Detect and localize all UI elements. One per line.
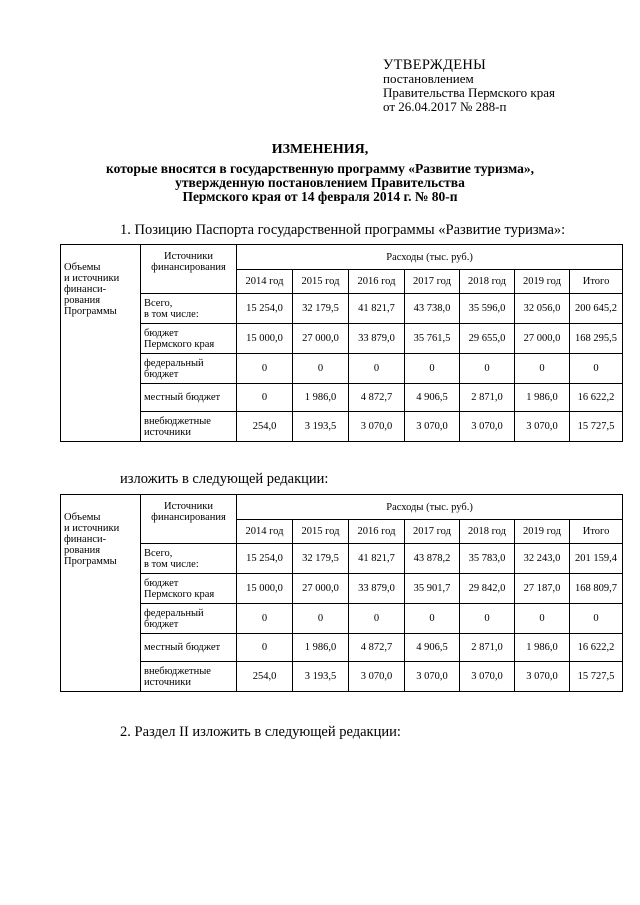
total-header: Итого [570,520,623,544]
approval-stamp [383,58,555,114]
expenses-header: Расходы (тыс. руб.) [237,495,623,520]
value-cell: 0 [405,604,460,634]
year-header: 2017 год [405,270,460,294]
table-row [61,634,623,662]
sources-header [141,245,237,294]
value-cell: 3 193,5 [293,662,349,692]
value-cell: 15 254,0 [237,544,293,574]
subtitle-line: которые вносятся в государственную программу «Развитие туризма», [106,161,534,176]
value-cell: 0 [237,634,293,662]
table-row [61,384,623,412]
value-cell: 15 000,0 [237,574,293,604]
row-label-line: федеральный [144,607,204,619]
value-cell: 0 [237,604,293,634]
subtitle-line: Пермского края от 14 февраля 2014 г. № 80-п [182,189,458,204]
table-row [61,544,623,574]
value-cell: 0 [293,354,349,384]
value-cell: 32 179,5 [293,544,349,574]
header-line: финансирования [151,262,226,273]
value-cell: 1 986,0 [515,634,570,662]
label-line: Программы [64,306,117,317]
paragraph-replace: изложить в следующей редакции: [120,471,329,487]
row-label-line: в том числе: [144,308,199,320]
value-cell: 0 [293,604,349,634]
value-cell: 35 901,7 [405,574,460,604]
value-cell: 41 821,7 [349,544,405,574]
total-cell: 16 622,2 [570,634,623,662]
value-cell: 3 070,0 [460,412,515,442]
sources-header [141,495,237,544]
row-label-line: в том числе: [144,558,199,570]
value-cell: 3 070,0 [405,412,460,442]
table-row [61,354,623,384]
total-cell: 168 809,7 [570,574,623,604]
value-cell: 33 879,0 [349,324,405,354]
year-header: 2014 год [237,520,293,544]
approval-line: Правительства Пермского края [383,85,555,100]
value-cell: 4 906,5 [405,384,460,412]
value-cell: 32 243,0 [515,544,570,574]
value-cell: 3 070,0 [349,412,405,442]
approval-line: постановлением [383,71,474,86]
value-cell: 41 821,7 [349,294,405,324]
row-label-line: Пермского края [144,588,215,600]
year-header: 2018 год [460,270,515,294]
header-line: Источники [164,251,213,262]
label-line: рования [64,545,101,556]
row-label-line: бюджет [144,327,179,339]
table-row [61,574,623,604]
value-cell: 254,0 [237,412,293,442]
label-line: рования [64,295,101,306]
year-header: 2014 год [237,270,293,294]
value-cell: 29 842,0 [460,574,515,604]
row-label [141,384,237,412]
label-line: и источники [64,273,120,284]
value-cell: 15 000,0 [237,324,293,354]
value-cell: 3 070,0 [349,662,405,692]
value-cell: 0 [460,354,515,384]
value-cell: 1 986,0 [293,384,349,412]
value-cell: 32 179,5 [293,294,349,324]
total-cell: 201 159,4 [570,544,623,574]
table-row [61,324,623,354]
program-label-cell [61,245,141,442]
value-cell: 35 596,0 [460,294,515,324]
value-cell: 2 871,0 [460,634,515,662]
value-cell: 4 872,7 [349,634,405,662]
row-label [141,324,237,354]
value-cell: 4 872,7 [349,384,405,412]
paragraph-1: 1. Позицию Паспорта государственной программы «Развитие туризма»: [120,222,566,238]
value-cell: 27 000,0 [293,324,349,354]
row-label-line: Всего, [144,547,173,559]
total-cell: 16 622,2 [570,384,623,412]
label-line: Объемы [64,512,101,523]
approval-line: от 26.04.2017 № 288-п [383,99,507,114]
year-header: 2016 год [349,270,405,294]
expenses-header: Расходы (тыс. руб.) [237,245,623,270]
row-label [141,604,237,634]
year-header: 2015 год [293,270,349,294]
table-row [61,604,623,634]
row-label-line: бюджет [144,368,179,380]
value-cell: 3 070,0 [460,662,515,692]
row-label [141,412,237,442]
label-line: и источники [64,523,120,534]
value-cell: 27 187,0 [515,574,570,604]
label-line: Программы [64,556,117,567]
total-header: Итого [570,270,623,294]
row-label [141,354,237,384]
label-line: финанси- [64,534,107,545]
value-cell: 35 783,0 [460,544,515,574]
table-row [61,412,623,442]
value-cell: 27 000,0 [515,324,570,354]
total-cell: 0 [570,604,623,634]
year-header: 2018 год [460,520,515,544]
row-label-line: источники [144,676,191,688]
row-label [141,634,237,662]
row-label [141,544,237,574]
table-row [61,662,623,692]
row-label-line: местный бюджет [144,392,221,403]
year-header: 2019 год [515,270,570,294]
row-label [141,574,237,604]
value-cell: 3 070,0 [405,662,460,692]
row-label [141,294,237,324]
value-cell: 2 871,0 [460,384,515,412]
value-cell: 254,0 [237,662,293,692]
value-cell: 1 986,0 [515,384,570,412]
value-cell: 0 [237,384,293,412]
value-cell: 43 878,2 [405,544,460,574]
row-label-line: федеральный [144,357,204,369]
paragraph-2: 2. Раздел II изложить в следующей редакции: [120,724,401,740]
row-label-line: местный бюджет [144,642,221,653]
row-label-line: внебюджетные [144,665,211,677]
financing-table-old [60,244,623,442]
row-label [141,662,237,692]
value-cell: 0 [515,604,570,634]
year-header: 2019 год [515,520,570,544]
value-cell: 15 254,0 [237,294,293,324]
value-cell: 4 906,5 [405,634,460,662]
value-cell: 35 761,5 [405,324,460,354]
label-line: финанси- [64,284,107,295]
financing-table-new [60,494,623,692]
value-cell: 3 070,0 [515,412,570,442]
label-line: Объемы [64,262,101,273]
value-cell: 43 738,0 [405,294,460,324]
value-cell: 33 879,0 [349,574,405,604]
row-label-line: Пермского края [144,338,215,350]
document-subtitle [40,162,600,204]
approval-title: УТВЕРЖДЕНЫ [383,57,487,73]
value-cell: 0 [349,354,405,384]
total-cell: 15 727,5 [570,412,623,442]
total-cell: 200 645,2 [570,294,623,324]
total-cell: 168 295,5 [570,324,623,354]
value-cell: 1 986,0 [293,634,349,662]
table-row [61,294,623,324]
value-cell: 0 [349,604,405,634]
value-cell: 0 [460,604,515,634]
header-line: Источники [164,501,213,512]
year-header: 2016 год [349,520,405,544]
value-cell: 3 193,5 [293,412,349,442]
subtitle-line: утвержденную постановлением Правительства [175,175,465,190]
row-label-line: внебюджетные [144,415,211,427]
value-cell: 3 070,0 [515,662,570,692]
value-cell: 0 [405,354,460,384]
year-header: 2017 год [405,520,460,544]
row-label-line: бюджет [144,577,179,589]
value-cell: 32 056,0 [515,294,570,324]
row-label-line: Всего, [144,297,173,309]
value-cell: 27 000,0 [293,574,349,604]
total-cell: 15 727,5 [570,662,623,692]
total-cell: 0 [570,354,623,384]
row-label-line: источники [144,426,191,438]
row-label-line: бюджет [144,618,179,630]
value-cell: 0 [515,354,570,384]
value-cell: 29 655,0 [460,324,515,354]
document-title: ИЗМЕНЕНИЯ, [271,142,369,157]
program-label-cell [61,495,141,692]
year-header: 2015 год [293,520,349,544]
header-line: финансирования [151,512,226,523]
value-cell: 0 [237,354,293,384]
